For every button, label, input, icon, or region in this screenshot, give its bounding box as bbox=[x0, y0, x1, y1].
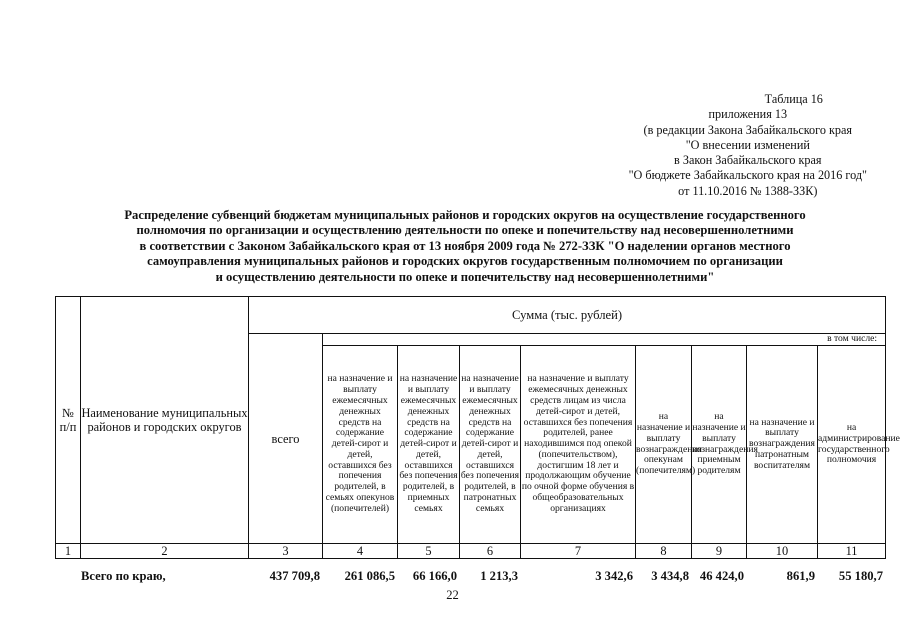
column-number: 3 bbox=[249, 544, 323, 559]
header-students-over-18: на назначение и выплату ежемесячных денежных средств лицам из числа детей-сирот и детей, оставшихся без попечения родителей, ранее находившимся под опекой (попечительством), достигшим 18 лет и продолжающим обучение по очной форме обучения в общеобразовательных организациях bbox=[521, 346, 636, 544]
header-foster-remuneration: на назначение и выплату вознаграждения приемным родителям bbox=[692, 346, 747, 544]
column-number: 4 bbox=[323, 544, 398, 559]
total-patronage-remuneration: 861,9 bbox=[786, 569, 815, 583]
edition-note: (в редакции Закона Забайкальского края bbox=[643, 122, 852, 137]
total-patronage-families: 1 213,3 bbox=[480, 569, 518, 583]
title-line: и осуществлению деятельности по опеке и попечительству над несовершеннолетними" bbox=[215, 269, 715, 284]
total-foster-remuneration: 46 424,0 bbox=[699, 569, 744, 583]
title-line: самоуправления муниципальных районов и городских округов государственным полномочием по организации bbox=[147, 254, 783, 269]
header-name: Наименование муниципальных районов и городских округов bbox=[81, 297, 249, 544]
column-number: 8 bbox=[636, 544, 692, 559]
column-number: 7 bbox=[521, 544, 636, 559]
document-title bbox=[70, 208, 860, 285]
column-number: 6 bbox=[460, 544, 521, 559]
header-patronage-families: на назначение и выплату ежемесячных денежных средств на содержание детей-сирот и детей, оставшихся без попечения родителей, в патронатных семьях bbox=[460, 346, 521, 544]
header-foster-families: на назначение и выплату ежемесячных денежных средств на содержание детей-сирот и детей, оставшихся без попечения родителей, в приемных семьях bbox=[398, 346, 460, 544]
table-number: Таблица 16 bbox=[764, 92, 823, 106]
column-number: 10 bbox=[747, 544, 818, 559]
subvention-table bbox=[55, 296, 900, 559]
header-number: № п/п bbox=[56, 297, 81, 544]
header-guardian-families: на назначение и выплату ежемесячных денежных средств на содержание детей-сирот и детей, оставшихся без попечения родителей, в семьях опекунов (попечителей) bbox=[323, 346, 398, 544]
totals-row bbox=[55, 569, 885, 584]
column-number: 9 bbox=[692, 544, 747, 559]
column-number: 5 bbox=[398, 544, 460, 559]
total-foster-families: 66 166,0 bbox=[412, 569, 457, 583]
title-line: полномочия по организации и осуществлению деятельности по опеке и попечительству над несовершеннолетними bbox=[136, 223, 794, 238]
edition-note-law-title: "О внесении изменений bbox=[685, 137, 810, 152]
appendix-header bbox=[629, 92, 867, 199]
header-patronage-remuneration: на назначение и выплату вознаграждения патронатным воспитателям bbox=[747, 346, 818, 544]
total-guardian-remuneration: 3 434,8 bbox=[651, 569, 689, 583]
column-number: 11 bbox=[818, 544, 886, 559]
page-number: 22 bbox=[446, 588, 459, 602]
total-students-over-18: 3 342,6 bbox=[595, 569, 633, 583]
appendix-number: приложения 13 bbox=[708, 107, 788, 122]
totals-label: Всего по краю, bbox=[81, 569, 166, 583]
title-line: Распределение субвенций бюджетам муниципальных районов и городских округов на осуществление государственного bbox=[124, 208, 806, 222]
edition-note-budget-law: "О бюджете Забайкальского края на 2016 год" bbox=[628, 168, 867, 183]
header-total: всего bbox=[249, 334, 323, 544]
total-guardian-families: 261 086,5 bbox=[344, 569, 395, 583]
total-administration: 55 180,7 bbox=[838, 569, 883, 583]
edition-note-date: от 11.10.2016 № 1388-ЗЗК) bbox=[678, 183, 818, 198]
column-number: 2 bbox=[81, 544, 249, 559]
column-number: 1 bbox=[56, 544, 81, 559]
header-guardian-remuneration: на назначение и выплату вознаграждения опекунам (попечителям) bbox=[636, 346, 692, 544]
edition-note-law-ref: в Закон Забайкальского края bbox=[674, 153, 822, 168]
title-line: в соответствии с Законом Забайкальского края от 13 ноября 2009 года № 272-ЗЗК "О наделении органов местного bbox=[139, 238, 791, 253]
header-sum: Сумма (тыс. рублей) bbox=[249, 297, 886, 334]
header-including: в том числе: bbox=[323, 334, 886, 346]
total-all: 437 709,8 bbox=[269, 569, 320, 583]
header-administration: на администрирование государственного полномочия bbox=[818, 346, 886, 544]
